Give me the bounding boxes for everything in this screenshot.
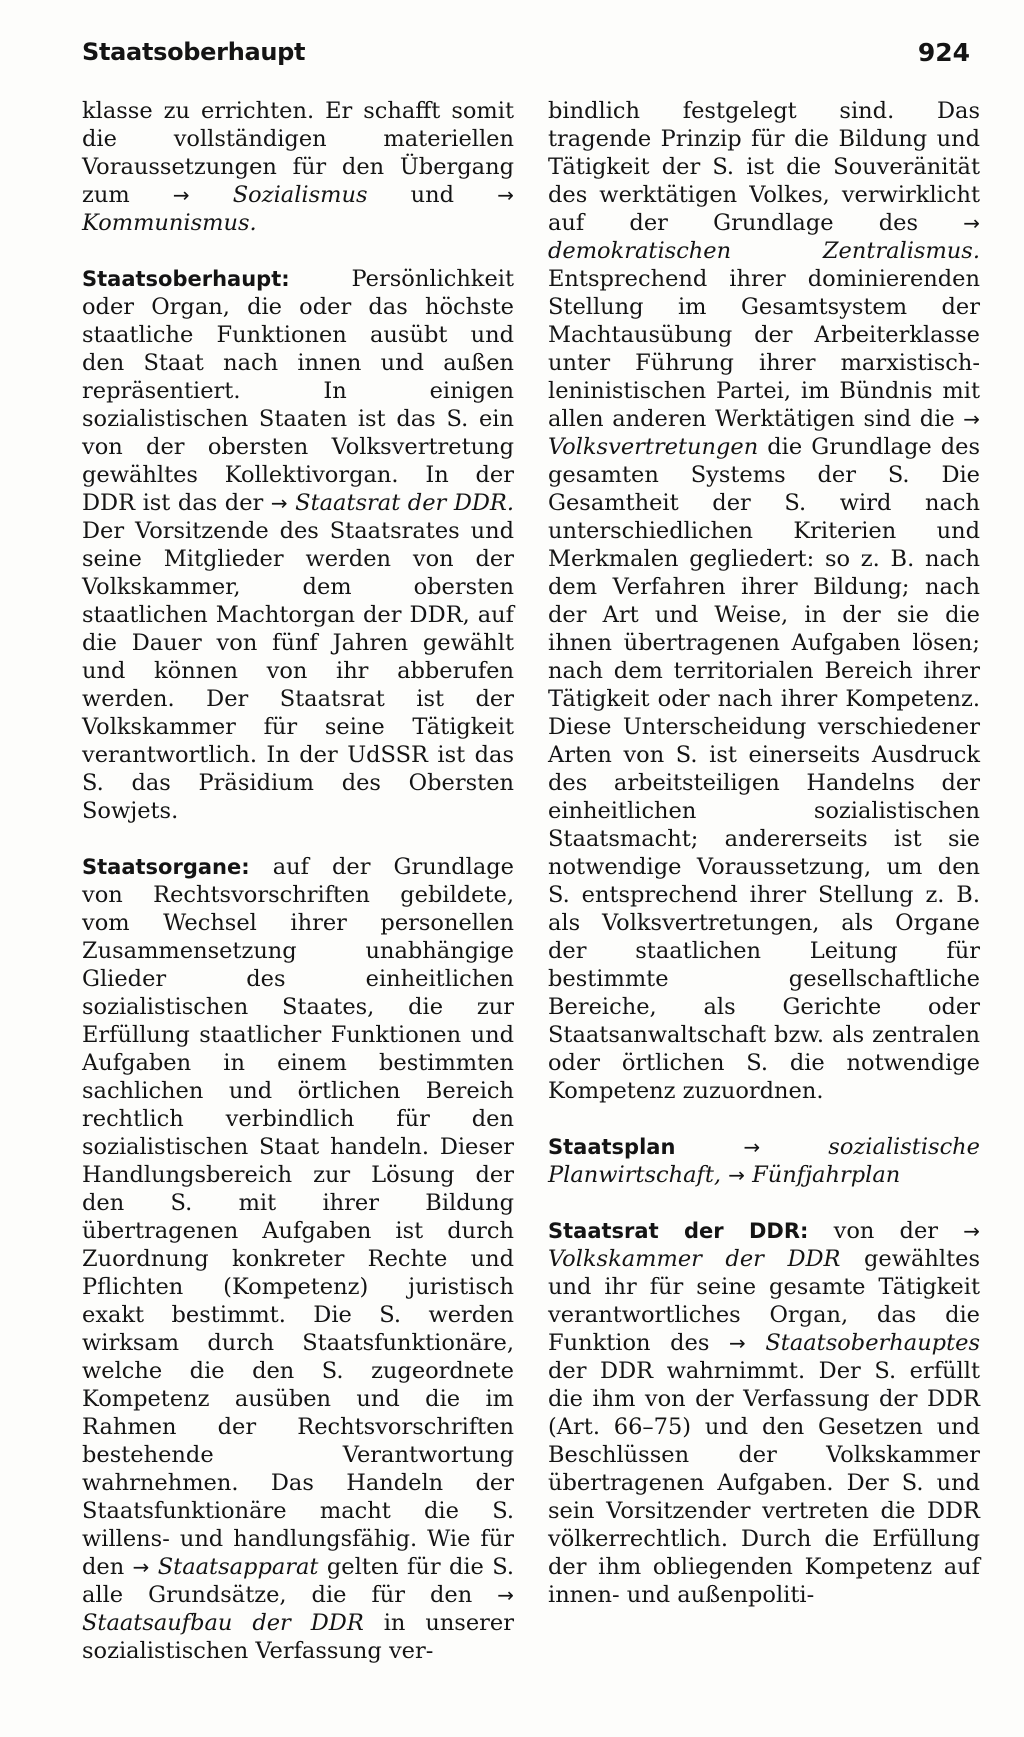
- cross-reference-link[interactable]: Staatsoberhauptes: [765, 1330, 980, 1356]
- entry-text: klasse zu errichten. Er schafft somit die vollständigen materiellen Voraussetzungen für den Übergang zum: [82, 98, 514, 208]
- cross-reference-arrow-icon: →: [729, 1331, 746, 1355]
- cross-reference-link[interactable]: Volkskammer der DDR: [548, 1246, 841, 1272]
- entry-text: und: [367, 182, 498, 208]
- cross-reference-arrow-icon: →: [270, 491, 288, 515]
- entry-staatsorgane: [82, 853, 514, 1665]
- entry-text: [675, 1134, 743, 1160]
- entry-text: bindlich festgelegt sind. Das tragende Prinzip für die Bildung und Tätigkeit der S. ist die Souveränität des werktätigen Volkes, verwirklicht auf der Grundlage des: [548, 98, 980, 236]
- cross-reference-link[interactable]: Volksvertretungen: [548, 434, 759, 460]
- cross-reference-link[interactable]: Staatsrat der DDR.: [295, 490, 514, 516]
- running-head: Staatsoberhaupt: [82, 38, 306, 66]
- left-column: [82, 97, 514, 1693]
- entry-staatsoberhaupt: [82, 265, 514, 825]
- cross-reference-link[interactable]: Fünfjahrplan: [752, 1162, 901, 1188]
- page-number: 924: [917, 38, 970, 67]
- entry-text: die Grundlage des gesamten Systems der S. Die Gesamtheit der S. wird nach unterschiedlichen Kriterien und Merkmalen gegliedert: so z. B. nach dem Verfahren ihrer Bildung; nach der Art und Weise, in der sie die ihnen übertragenen Aufgaben lösen; nach dem territorialen Bereich ihrer Tätigkeit oder nach ihrer Kompetenz. Diese Unterscheidung verschiedener Arten von S. ist einerseits Ausdruck des arbeitsteiligen Handelns der einheitlichen sozialistischen Staatsmacht; andererseits ist sie notwendige Voraussetzung, um den S. entsprechend ihrer Stellung z. B. als Volksvertretungen, als Organe der staatlichen Leitung für bestimmte gesellschaftliche Bereiche, als Gerichte oder Staatsanwaltschaft bzw. als zentralen oder örtlichen S. die notwendige Kompetenz zuzuordnen.: [548, 434, 980, 1104]
- entry-text: von der: [808, 1218, 964, 1244]
- entry-text: Entsprechend ihrer dominierenden Stellung im Gesamtsystem der Machtausübung der Arbeiterklasse unter Führung ihrer marxistisch-leninistischen Partei, im Bündnis mit allen anderen Werktätigen sind die: [548, 266, 980, 432]
- entry-continuation: [548, 97, 980, 1105]
- cross-reference-link[interactable]: Staatsapparat: [157, 1554, 319, 1580]
- entry-text: gewähltes und ihr für seine gesamte Tätigkeit verantwortliches Organ, das die Funktion des: [548, 1246, 980, 1356]
- entry-text: auf der Grundlage von Rechtsvorschriften gebildete, vom Wechsel ihrer personellen Zusammensetzung unabhängige Glieder des einheitlichen sozialistischen Staates, die zur Erfüllung staatlicher Funktionen und Aufgaben in einem bestimmten sachlichen und örtlichen Bereich rechtlich verbindlich für den sozialistischen Staat handeln. Dieser Handlungsbereich zur Lösung der den S. mit ihrer Bildung übertragenen Aufgaben ist durch Zuordnung konkreter Rechte und Pflichten (Kompetenz) juristisch exakt bestimmt. Die S. werden wirksam durch Staatsfunktionäre, welche die den S. zugeordnete Kompetenz ausüben und die im Rahmen der Rechtsvorschriften bestehende Verantwortung wahrnehmen. Das Handeln der Staatsfunktionäre macht die S. willens- und handlungsfähig. Wie für den: [82, 854, 514, 1580]
- cross-reference-link[interactable]: Staatsaufbau der DDR: [82, 1610, 364, 1636]
- page-header: [82, 38, 970, 78]
- entry-term: Staatsplan: [548, 1135, 676, 1159]
- cross-reference-arrow-icon: →: [963, 1219, 981, 1243]
- entry-text: Der Vorsitzende des Staatsrates und seine Mitglieder werden von der Volkskammer, dem obersten staatlichen Machtorgan der DDR, auf die Dauer von fünf Jahren gewählt und können von ihr abberufen werden. Der Staatsrat ist der Volkskammer für seine Tätigkeit verantwortlich. In der UdSSR ist das S. das Präsidium des Obersten Sowjets.: [82, 518, 514, 824]
- entry-term: Staatsorgane:: [82, 855, 250, 879]
- cross-reference-link[interactable]: demokratischen Zentralismus.: [548, 238, 980, 264]
- cross-reference-arrow-icon: →: [497, 183, 514, 207]
- entry-text: Persönlichkeit oder Organ, die oder das höchste staatliche Funktionen ausübt und den Staat nach innen und außen repräsentiert. In einigen sozialistischen Staaten ist das S. ein von der obersten Volksvertretung gewähltes Kollektivorgan. In der DDR ist das der: [82, 266, 514, 516]
- entry-text: in unserer sozialistischen Verfassung ver-: [82, 1610, 514, 1664]
- cross-reference-link[interactable]: sozialistische Planwirtschaft,: [548, 1134, 980, 1188]
- cross-reference-arrow-icon: →: [132, 1555, 150, 1579]
- cross-reference-arrow-icon: →: [963, 407, 980, 431]
- entry-term: Staatsoberhaupt:: [82, 267, 290, 291]
- entry-staatsplan: [548, 1133, 980, 1189]
- entry-staatsrat: [548, 1217, 980, 1609]
- entry-term: Staatsrat der DDR:: [548, 1219, 809, 1243]
- right-column: [548, 97, 980, 1637]
- cross-reference-arrow-icon: →: [497, 1583, 514, 1607]
- cross-reference-link[interactable]: Kommunismus.: [82, 210, 257, 236]
- cross-reference-arrow-icon: →: [728, 1163, 745, 1187]
- cross-reference-arrow-icon: →: [963, 211, 980, 235]
- entry-continuation: [82, 97, 514, 237]
- cross-reference-arrow-icon: →: [172, 183, 190, 207]
- cross-reference-link[interactable]: Sozialismus: [232, 182, 368, 208]
- entry-text: gelten für die S. alle Grundsätze, die für den: [82, 1554, 515, 1608]
- entry-text: der DDR wahrnimmt. Der S. erfüllt die ihm von der Verfassung der DDR (Art. 66–75) und den Gesetzen und Beschlüssen der Volkskammer übertragenen Aufgaben. Der S. und sein Vorsitzender vertreten die DDR völkerrechtlich. Durch die Erfüllung der ihm obliegenden Kompetenz auf innen- und außenpoliti-: [548, 1358, 980, 1608]
- cross-reference-arrow-icon: →: [743, 1135, 761, 1159]
